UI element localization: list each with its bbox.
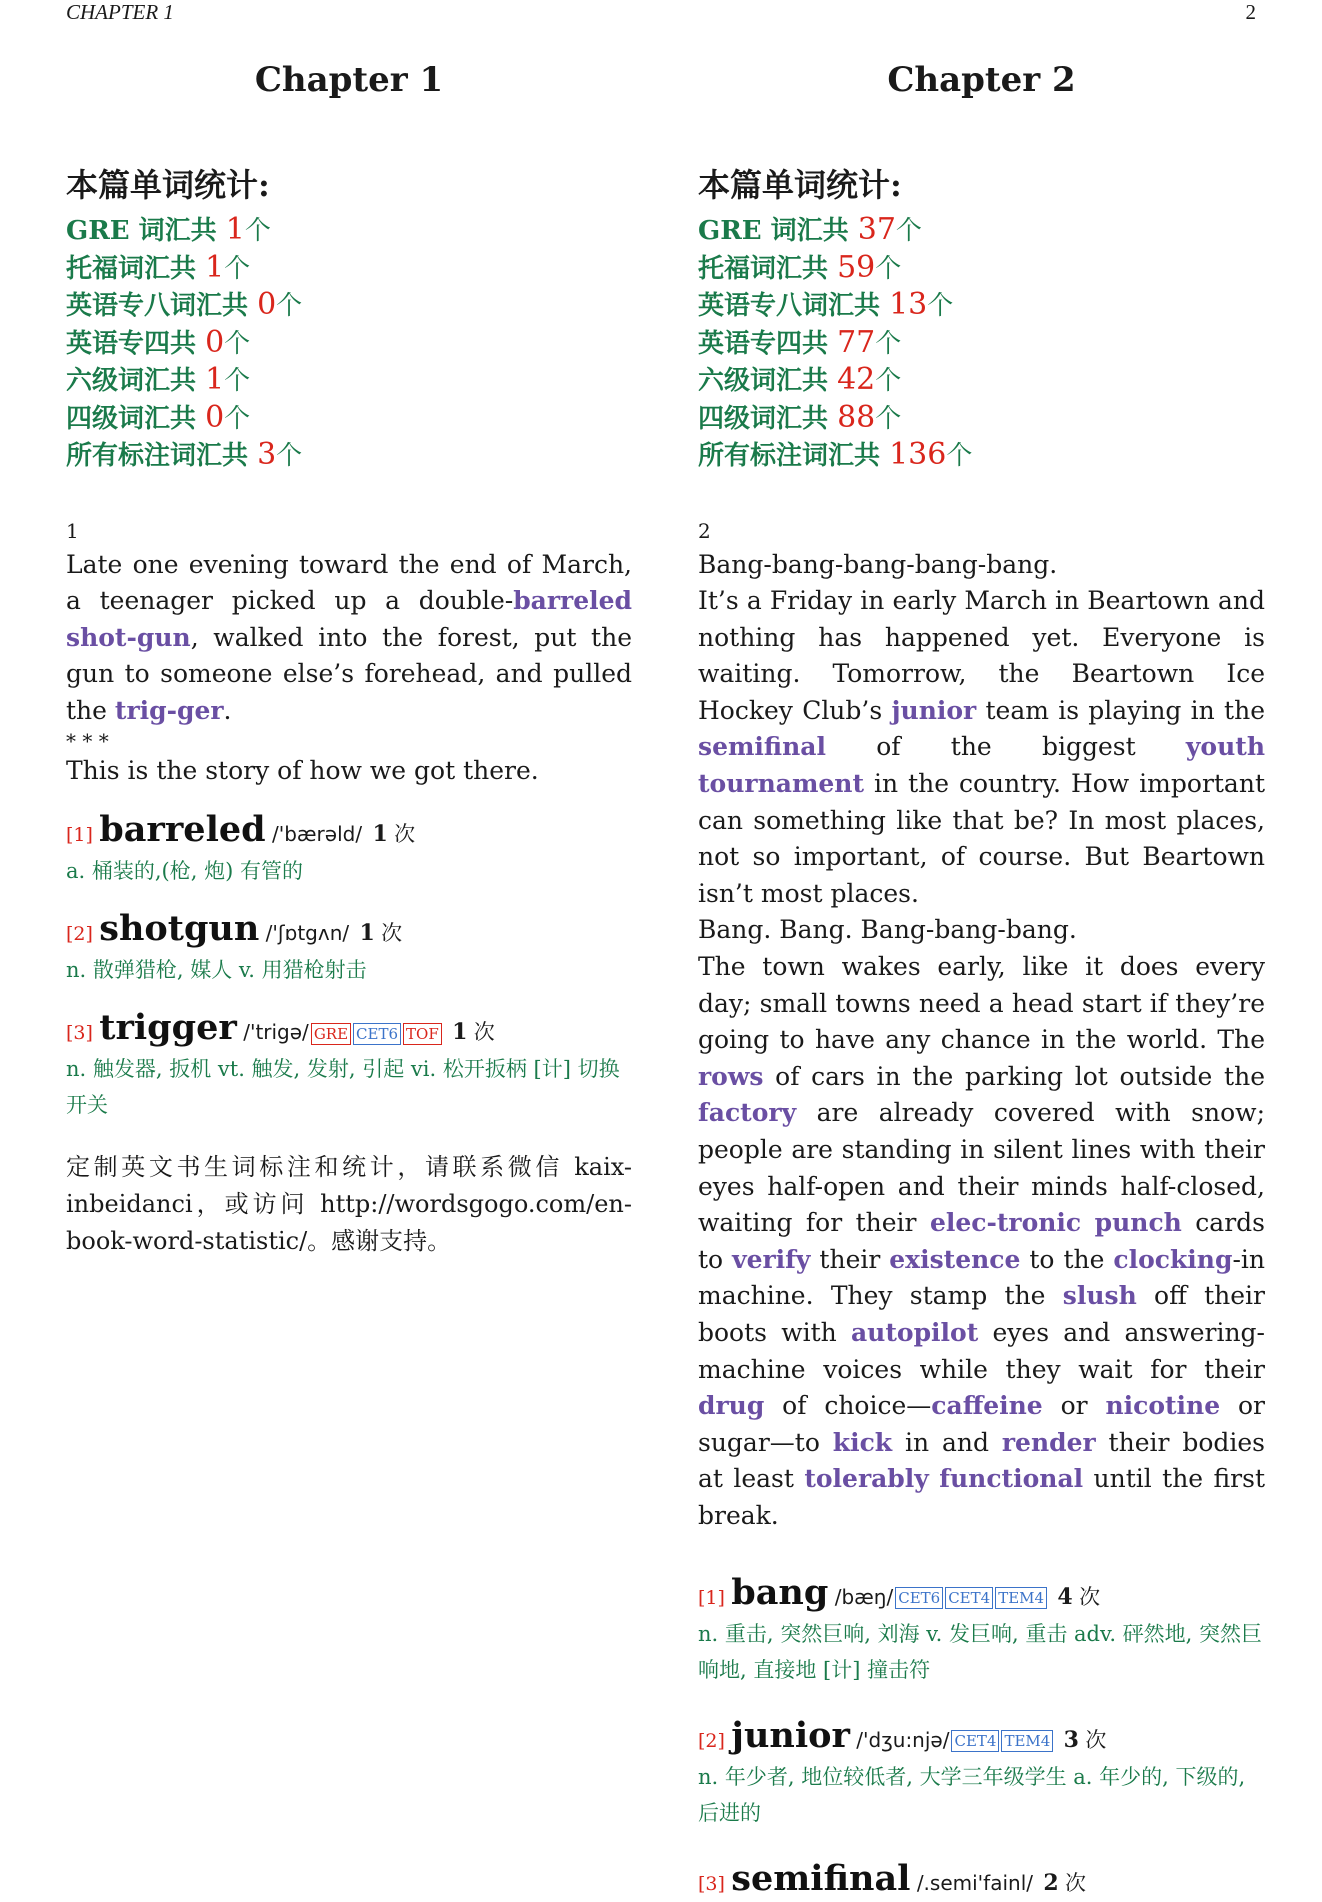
highlighted-word[interactable]: slush: [1062, 1281, 1137, 1311]
paragraph: Late one evening toward the end of March, a teenager picked up a double-barreled shot-gun, walked into the forest, put the gun to someone else’s forehead, and pulled the trig-ger.: [66, 549, 632, 725]
running-header: [66, 0, 1256, 26]
highlighted-word[interactable]: nicotine: [1105, 1391, 1221, 1421]
entry-definition: a. 桶装的,(枪, 炮) 有管的: [66, 859, 303, 884]
highlighted-word[interactable]: tournament: [698, 769, 865, 799]
stats-list: [66, 212, 632, 475]
highlighted-word[interactable]: verify: [732, 1244, 811, 1274]
stat-line: 所有标注词汇共 3个: [66, 437, 303, 472]
vocab-entry: [3] semifinal /.semi'fainl/ 2 次: [698, 1857, 1087, 1899]
tag-cet6: CET6: [895, 1587, 943, 1609]
stat-line: GRE 词汇共 37个: [698, 212, 922, 247]
highlighted-word[interactable]: punch: [1094, 1208, 1182, 1238]
highlighted-word[interactable]: render: [1001, 1427, 1096, 1457]
highlighted-word[interactable]: autopilot: [850, 1317, 979, 1347]
tag-cet6: CET6: [353, 1023, 401, 1045]
stat-line: 托福词汇共 59个: [698, 249, 902, 285]
entry-word: junior: [731, 1714, 850, 1756]
stat-line: 英语专八词汇共 0个: [66, 287, 303, 322]
entry-count: 4: [1057, 1583, 1073, 1610]
entry-definition: n. 重击, 突然巨响, 刘海 v. 发巨响, 重击 adv. 砰然地, 突然巨响地, 直接地 [计] 撞击符: [698, 1621, 1263, 1682]
story-text: [66, 547, 632, 791]
entry-definition: n. 散弹猎枪, 媒人 v. 用猎枪射击: [66, 958, 367, 983]
contact-note: 定制英文书生词标注和统计，请联系微信 kaix-inbeidanci，或访问 http://wordsgogo.com/en-book-word-statistic/。感谢支持。: [66, 1153, 632, 1256]
paragraph: Bang. Bang. Bang-bang-bang.: [698, 915, 1077, 945]
highlighted-word[interactable]: semifinal: [698, 732, 826, 762]
vocab-entry: [1] barreled /'bærəld/ 1 次 a. 桶装的,(枪, 炮) 有管的: [66, 812, 632, 889]
highlighted-word[interactable]: clocking: [1113, 1244, 1233, 1274]
right-column: [698, 60, 1265, 1902]
highlighted-word[interactable]: kick: [832, 1427, 893, 1457]
stat-line: 四级词汇共 88个: [698, 399, 902, 435]
entry-word: trigger: [99, 1007, 237, 1049]
paragraph: This is the story of how we got there.: [66, 756, 539, 786]
chapter-title: Chapter 2: [887, 60, 1076, 100]
stats-list: [698, 212, 1265, 475]
paragraph: The town wakes early, like it does every day; small towns need a head start if they’re going to have any chance in the world. The rows of cars in the parking lot outside the factory are already covered with snow; people are standing in silent lines with their eyes half-open and their minds half-closed, waiting for their elec-tronic punch cards to verify their existence to the clocking-in machine. They stamp the slush off their boots with autopilot eyes and answering-machine voices while they wait for their drug of choice—caffeine or nicotine or sugar—to kick in and render their bodies at least tolerably functional until the first break.: [698, 952, 1266, 1530]
tag-cet4: CET4: [951, 1730, 999, 1752]
vocab-entry: [2] junior /'dʒu:njə/ CET4 TEM4 3 次 n. 年少者, 地位较低者, 大学三年级学生 a. 年少的, 下级的, 后进的: [698, 1718, 1265, 1831]
entry-count: 1: [452, 1019, 468, 1046]
highlighted-word[interactable]: trig-ger: [114, 695, 224, 725]
highlighted-word[interactable]: drug: [698, 1391, 765, 1421]
entry-ipa: /'bærəld/: [271, 822, 363, 847]
entry-word: shotgun: [99, 908, 260, 950]
page-number: 2: [1245, 0, 1256, 24]
entry-index: [2]: [66, 923, 93, 946]
entry-ipa: /bæŋ/: [834, 1584, 894, 1609]
stat-line: 英语专四共 0个: [66, 324, 251, 360]
tag-gre: GRE: [311, 1023, 351, 1045]
stat-line: GRE 词汇共 1个: [66, 212, 271, 247]
vocab-entry: [1] bang /bæŋ/ CET6 CET4 TEM4 4 次 n. 重击, 突然巨响, 刘海 v. 发巨响, 重击 adv. 砰然地, 突然巨响地, 直接地 [计] 撞击符: [698, 1575, 1265, 1688]
tag-cet4: CET4: [945, 1587, 993, 1609]
entry-index: [3]: [66, 1022, 93, 1045]
highlighted-word[interactable]: youth: [1185, 732, 1265, 762]
entry-index: [1]: [66, 824, 93, 847]
highlighted-word[interactable]: caffeine: [931, 1391, 1043, 1421]
stats-title: 本篇单词统计:: [66, 166, 270, 204]
highlighted-word[interactable]: existence: [889, 1244, 1021, 1274]
tag-tem4: TEM4: [995, 1587, 1047, 1609]
highlighted-word[interactable]: functional: [939, 1464, 1084, 1494]
entry-ipa: /'trigə/: [243, 1020, 309, 1045]
entry-count: 1: [359, 920, 375, 947]
section-number: 1: [66, 518, 79, 543]
entry-count: 2: [1043, 1869, 1059, 1896]
stat-line: 所有标注词汇共 136个: [698, 437, 973, 472]
section-break: * * *: [66, 729, 109, 754]
paragraph: It’s a Friday in early March in Beartown and nothing has happened yet. Everyone is waiting. Tomorrow, the Beartown Ice Hockey Club’s junior team is playing in the semifinal of the biggest youth tournament in the country. How important can something like that be? In most places, not so important, of course. But Beartown isn’t most places.: [698, 586, 1265, 908]
highlighted-word[interactable]: tolerably: [804, 1464, 929, 1494]
running-title: CHAPTER 1: [66, 0, 174, 24]
entry-word: semifinal: [731, 1857, 911, 1899]
entry-count: 3: [1063, 1726, 1079, 1753]
vocab-entry: [2] shotgun /'ʃɒtgʌn/ 1 次 n. 散弹猎枪, 媒人 v. 用猎枪射击: [66, 911, 632, 988]
stat-line: 托福词汇共 1个: [66, 249, 251, 285]
entry-word: bang: [731, 1571, 829, 1613]
highlighted-word[interactable]: factory: [698, 1098, 797, 1128]
stat-line: 六级词汇共 42个: [698, 362, 902, 397]
story-text: [698, 547, 1265, 1535]
entry-index: [1]: [698, 1586, 725, 1609]
entry-word: barreled: [99, 809, 266, 851]
tag-tem4: TEM4: [1001, 1730, 1053, 1752]
highlighted-word[interactable]: junior: [891, 695, 977, 725]
paragraph: Bang-bang-bang-bang-bang.: [698, 549, 1058, 579]
stat-line: 四级词汇共 0个: [66, 399, 251, 435]
entry-index: [3]: [698, 1872, 725, 1895]
left-column: [66, 60, 632, 1260]
vocab-entry: [3] trigger /'trigə/ GRE CET6 TOF 1 次 n. 触发器, 扳机 vt. 触发, 发射, 引起 vi. 松开扳柄 [计] 切换开关: [66, 1010, 632, 1123]
entry-count: 1: [372, 821, 388, 848]
stat-line: 英语专八词汇共 13个: [698, 287, 954, 322]
entry-definition: n. 触发器, 扳机 vt. 触发, 发射, 引起 vi. 松开扳柄 [计] 切换开关: [66, 1057, 620, 1118]
highlighted-word[interactable]: rows: [698, 1061, 764, 1091]
entry-ipa: /'dʒu:njə/: [856, 1727, 950, 1752]
highlighted-word[interactable]: barreled shot-gun: [66, 586, 632, 652]
section-number: 2: [698, 518, 711, 543]
chapter-title: Chapter 1: [254, 60, 444, 100]
highlighted-word[interactable]: elec-tronic: [929, 1208, 1082, 1238]
entry-ipa: /.semi'fainl/: [916, 1870, 1033, 1895]
entry-index: [2]: [698, 1729, 725, 1752]
stats-title: 本篇单词统计:: [698, 166, 902, 204]
entry-ipa: /'ʃɒtgʌn/: [265, 921, 350, 946]
stat-line: 六级词汇共 1个: [66, 362, 251, 397]
stat-line: 英语专四共 77个: [698, 324, 902, 360]
entry-definition: n. 年少者, 地位较低者, 大学三年级学生 a. 年少的, 下级的, 后进的: [698, 1764, 1246, 1825]
tag-tof: TOF: [403, 1023, 442, 1045]
